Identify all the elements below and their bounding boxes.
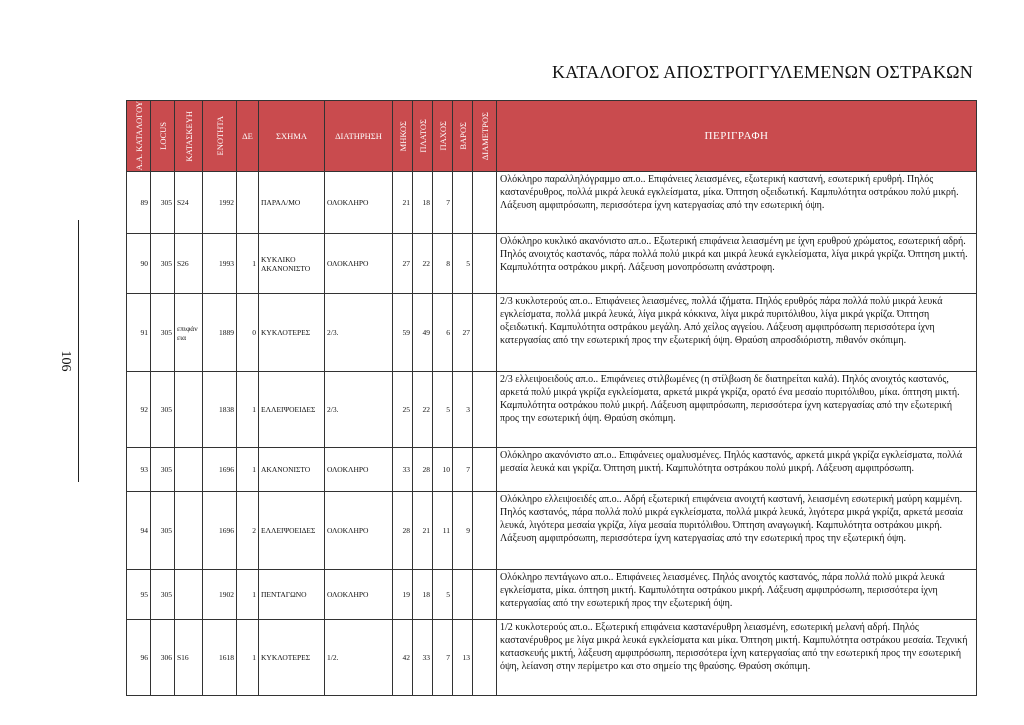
cell-mikos: 59 <box>393 294 413 372</box>
cell-varos: 9 <box>453 492 473 570</box>
table-row <box>127 372 977 448</box>
cell-aa: 89 <box>127 172 151 234</box>
cell-mikos: 21 <box>393 172 413 234</box>
cell-platos: 21 <box>413 492 433 570</box>
cell-perigrafi: 2/3 κυκλοτερούς απ.ο.. Επιφάνειες λειασμένες, πολλά ιζήματα. Πηλός ερυθρός πάρα πολλά πολύ μικρά λευκά εγκλείσματα, πολλά μικρά λευκά, λίγα μικρά κόκκινα, λίγα μικρά πυριτόλιθου, λίγα μικρά γκρίζα. Όπτηση οξειδωτική. Καμπυλότητα οστράκου μεγάλη. Από χείλος αγγείου. Λάξευση αμφιπρόσωπη περισσότερα ίχνη κατεργασίας από την εσωτερική προς την εξωτερική όψη. Θραύση απροσδιόριστη, πιθανόν σκόπιμη. <box>497 294 977 372</box>
header-platos: ΠΛΑΤΟΣ <box>413 101 433 172</box>
cell-locus: 305 <box>151 448 175 492</box>
cell-diatirisi: ΟΛΟΚΛΗΡΟ <box>325 172 393 234</box>
cell-pachos: 7 <box>433 620 453 696</box>
cell-aa: 96 <box>127 620 151 696</box>
cell-mikos: 28 <box>393 492 413 570</box>
cell-perigrafi: 2/3 ελλειψοειδούς απ.ο.. Επιφάνειες στιλβωμένες (η στίλβωση δε διατηρείται καλά). Πηλός ανοιχτός καστανός, αρκετά πολύ μικρά γκρίζα εγκλείσματα, αρκετά μικρά γκρίζα, ορατό ένα μεσαίο πυριτόλιθου, μίκα. όπτηση μικτή. Καμπυλότητα οστράκου πολύ μικρή. Λάξευση αμφιπρόσωπη, περισσότερα ίχνη κατεργασίας από την εξωτερική προς την εσωτερική όψη. Θραύση σκόπιμη. <box>497 372 977 448</box>
header-aa: Α.Α. ΚΑΤΑΛΟΓΟΥ <box>127 101 151 172</box>
cell-diametros <box>473 492 497 570</box>
cell-diatirisi: ΟΛΟΚΛΗΡΟ <box>325 570 393 620</box>
cell-diatirisi: ΟΛΟΚΛΗΡΟ <box>325 448 393 492</box>
cell-schima: ΚΥΚΛΟΤΕΡΕΣ <box>259 620 325 696</box>
cell-kataskevi: S24 <box>175 172 203 234</box>
cell-diametros <box>473 294 497 372</box>
cell-aa: 94 <box>127 492 151 570</box>
cell-kataskevi <box>175 448 203 492</box>
table-row <box>127 234 977 294</box>
cell-platos: 22 <box>413 234 433 294</box>
page-number: 106 <box>58 350 73 372</box>
cell-de: 1 <box>237 620 259 696</box>
cell-pachos: 7 <box>433 172 453 234</box>
table-row <box>127 172 977 234</box>
header-varos: ΒΑΡΟΣ <box>453 101 473 172</box>
cell-platos: 18 <box>413 570 433 620</box>
cell-schima: ΚΥΚΛΙΚΟ ΑΚΑΝΟΝΙΣΤΟ <box>259 234 325 294</box>
cell-aa: 93 <box>127 448 151 492</box>
cell-perigrafi: 1/2 κυκλοτερούς απ.ο.. Εξωτερική επιφάνεια καστανέρυθρη λειασμένη, εσωτερική μελανή αδρή. Πηλός καστανέρυθρος με λίγα μικρά λευκά εγκλείσματα και μίκα. Όπτηση μικτή. Καμπυλότητα οστράκου μεσαία. Τεχνική κατασκευής μικτή, λάξευση αμφιπρόσωπη, περισσότερα ίχνη κατεργασίας από την εσωτερική προς την εσωτερική όψη, λείανση στην περίμετρο και στο σημείο της θραύσης. Θραύση σκόπιμη. <box>497 620 977 696</box>
cell-varos: 13 <box>453 620 473 696</box>
cell-locus: 305 <box>151 294 175 372</box>
cell-pachos: 6 <box>433 294 453 372</box>
cell-mikos: 33 <box>393 448 413 492</box>
header-perigrafi: ΠΕΡΙΓΡΑΦΗ <box>497 101 977 172</box>
cell-aa: 92 <box>127 372 151 448</box>
cell-diametros <box>473 172 497 234</box>
table-body <box>127 172 977 696</box>
cell-varos: 27 <box>453 294 473 372</box>
cell-diametros <box>473 570 497 620</box>
cell-mikos: 27 <box>393 234 413 294</box>
cell-aa: 95 <box>127 570 151 620</box>
cell-diametros <box>473 234 497 294</box>
cell-locus: 305 <box>151 372 175 448</box>
cell-platos: 49 <box>413 294 433 372</box>
cell-mikos: 25 <box>393 372 413 448</box>
cell-enotita: 1838 <box>203 372 237 448</box>
cell-schima: ΠΕΝΤΑΓΩΝΟ <box>259 570 325 620</box>
margin-rule <box>78 220 79 482</box>
cell-mikos: 19 <box>393 570 413 620</box>
header-de: ΔΕ <box>237 101 259 172</box>
cell-locus: 305 <box>151 172 175 234</box>
cell-platos: 33 <box>413 620 433 696</box>
header-diatirisi: ΔΙΑΤΗΡΗΣΗ <box>325 101 393 172</box>
cell-aa: 90 <box>127 234 151 294</box>
cell-de: 1 <box>237 234 259 294</box>
cell-perigrafi: Ολόκληρο κυκλικό ακανόνιστο απ.ο.. Εξωτερική επιφάνεια λειασμένη με ίχνη ερυθρού χρώματος, εσωτερική αδρή. Πηλός ανοιχτός καστανός, πάρα πολλά πολύ μικρά και μικρά λευκά εγκλείσματα, λίγα μικρά γκρίζα. Όπτηση μικτή. Καμπυλότητα οστράκου μικρή. Λάξευση μονοπρόσωπη ανάστροφη. <box>497 234 977 294</box>
cell-diatirisi: 2/3. <box>325 294 393 372</box>
cell-de: 1 <box>237 448 259 492</box>
cell-de: 0 <box>237 294 259 372</box>
cell-varos <box>453 172 473 234</box>
table-row <box>127 492 977 570</box>
cell-diatirisi: 2/3. <box>325 372 393 448</box>
cell-platos: 18 <box>413 172 433 234</box>
cell-pachos: 10 <box>433 448 453 492</box>
cell-pachos: 5 <box>433 570 453 620</box>
header-schima: ΣΧΗΜΑ <box>259 101 325 172</box>
cell-locus: 306 <box>151 620 175 696</box>
cell-varos: 5 <box>453 234 473 294</box>
table-row <box>127 620 977 696</box>
cell-locus: 305 <box>151 492 175 570</box>
cell-enotita: 1696 <box>203 448 237 492</box>
cell-de: 1 <box>237 570 259 620</box>
cell-enotita: 1618 <box>203 620 237 696</box>
cell-enotita: 1992 <box>203 172 237 234</box>
cell-kataskevi <box>175 492 203 570</box>
cell-schima: ΚΥΚΛΟΤΕΡΕΣ <box>259 294 325 372</box>
cell-locus: 305 <box>151 570 175 620</box>
table-row <box>127 570 977 620</box>
cell-mikos: 42 <box>393 620 413 696</box>
cell-schima: ΠΑΡΑΛ/ΜΟ <box>259 172 325 234</box>
cell-diametros <box>473 620 497 696</box>
cell-kataskevi: S26 <box>175 234 203 294</box>
cell-schima: ΕΛΛΕΙΨΟΕΙΔΕΣ <box>259 492 325 570</box>
cell-platos: 22 <box>413 372 433 448</box>
cell-diatirisi: ΟΛΟΚΛΗΡΟ <box>325 234 393 294</box>
cell-pachos: 8 <box>433 234 453 294</box>
cell-perigrafi: Ολόκληρο παραλληλόγραμμο απ.ο.. Επιφάνειες λειασμένες, εξωτερική καστανή, εσωτερική ερυθρή. Πηλός καστανέρυθρος, πολλά μικρά λευκά εγκλείσματα, μίκα. Όπτηση οξειδωτική. Καμπυλότητα οστράκου πολύ μικρή. Λάξευση αμφιπρόσωπη, περισσότερα ίχνη κατεργασίας από την εσωτερική όψη. <box>497 172 977 234</box>
cell-perigrafi: Ολόκληρο ελλειψοειδές απ.ο.. Αδρή εξωτερική επιφάνεια ανοιχτή καστανή, λειασμένη εσωτερική μαύρη καμμένη. Πηλός καστανός, πάρα πολλά πολύ μικρά εγκλείσματα, πολλά μικρά λευκά, λιγότερα μικρά γκρίζα, αρκετά μεσαία λευκά, λιγότερα μεσαία γκρίζα, λίγα μεσαία πυριτόλιθου. Όπτηση αναγωγική. Καμπυλότητα οστράκου μικρή. Λάξευση αμφιπρόσωπη, περισσότερα ίχνη κατεργασίας από την εσωτερική προς την εξωτερική όψη. <box>497 492 977 570</box>
cell-enotita: 1902 <box>203 570 237 620</box>
header-diametros: ΔΙΑΜΕΤΡΟΣ <box>473 101 497 172</box>
cell-aa: 91 <box>127 294 151 372</box>
cell-enotita: 1993 <box>203 234 237 294</box>
cell-enotita: 1696 <box>203 492 237 570</box>
cell-pachos: 11 <box>433 492 453 570</box>
cell-enotita: 1889 <box>203 294 237 372</box>
catalog-title: ΚΑΤΑΛΟΓΟΣ ΑΠΟΣΤΡΟΓΓΥΛΕΜΕΝΩΝ ΟΣΤΡΑΚΩΝ <box>552 62 973 82</box>
header-mikos: ΜΗΚΟΣ <box>393 101 413 172</box>
cell-platos: 28 <box>413 448 433 492</box>
cell-kataskevi: επιφάν εια <box>175 294 203 372</box>
cell-kataskevi <box>175 570 203 620</box>
cell-diatirisi: ΟΛΟΚΛΗΡΟ <box>325 492 393 570</box>
cell-diametros <box>473 372 497 448</box>
cell-kataskevi: S16 <box>175 620 203 696</box>
cell-pachos: 5 <box>433 372 453 448</box>
table-header <box>127 101 977 172</box>
cell-perigrafi: Ολόκληρο ακανόνιστο απ.ο.. Επιφάνειες ομαλυσμένες. Πηλός καστανός, αρκετά μικρά γκρίζα εγκλείσματα, πολλά μεσαία λευκά και γκρίζα. Όπτηση μικτή. Καμπυλότητα οστράκου πολύ μικρή. Λάξευση αμφιπρόσωπη. <box>497 448 977 492</box>
header-enotita: ΕΝΟΤΗΤΑ <box>203 101 237 172</box>
cell-de <box>237 172 259 234</box>
cell-varos <box>453 570 473 620</box>
cell-diametros <box>473 448 497 492</box>
cell-kataskevi <box>175 372 203 448</box>
table-row <box>127 294 977 372</box>
header-locus: LOCUS <box>151 101 175 172</box>
catalog-table <box>126 100 977 696</box>
cell-de: 2 <box>237 492 259 570</box>
cell-schima: ΑΚΑΝΟΝΙΣΤΟ <box>259 448 325 492</box>
cell-varos: 3 <box>453 372 473 448</box>
cell-de: 1 <box>237 372 259 448</box>
header-pachos: ΠΑΧΟΣ <box>433 101 453 172</box>
header-kataskevi: ΚΑΤΑΣΚΕΥΗ <box>175 101 203 172</box>
cell-diatirisi: 1/2. <box>325 620 393 696</box>
cell-locus: 305 <box>151 234 175 294</box>
cell-schima: ΕΛΛΕΙΨΟΕΙΔΕΣ <box>259 372 325 448</box>
cell-perigrafi: Ολόκληρο πεντάγωνο απ.ο.. Επιφάνειες λειασμένες. Πηλός ανοιχτός καστανός, πάρα πολλά πολύ μικρά λευκά εγκλείσματα, μίκα. όπτηση μικτή. Καμπυλότητα οστράκου μικρή. Λάξευση αμφιπρόσωπη, περισσότερα ίχνη κατεργασίας από την εσωτερική προς την εξωτερική όψη. <box>497 570 977 620</box>
cell-varos: 7 <box>453 448 473 492</box>
table-row <box>127 448 977 492</box>
